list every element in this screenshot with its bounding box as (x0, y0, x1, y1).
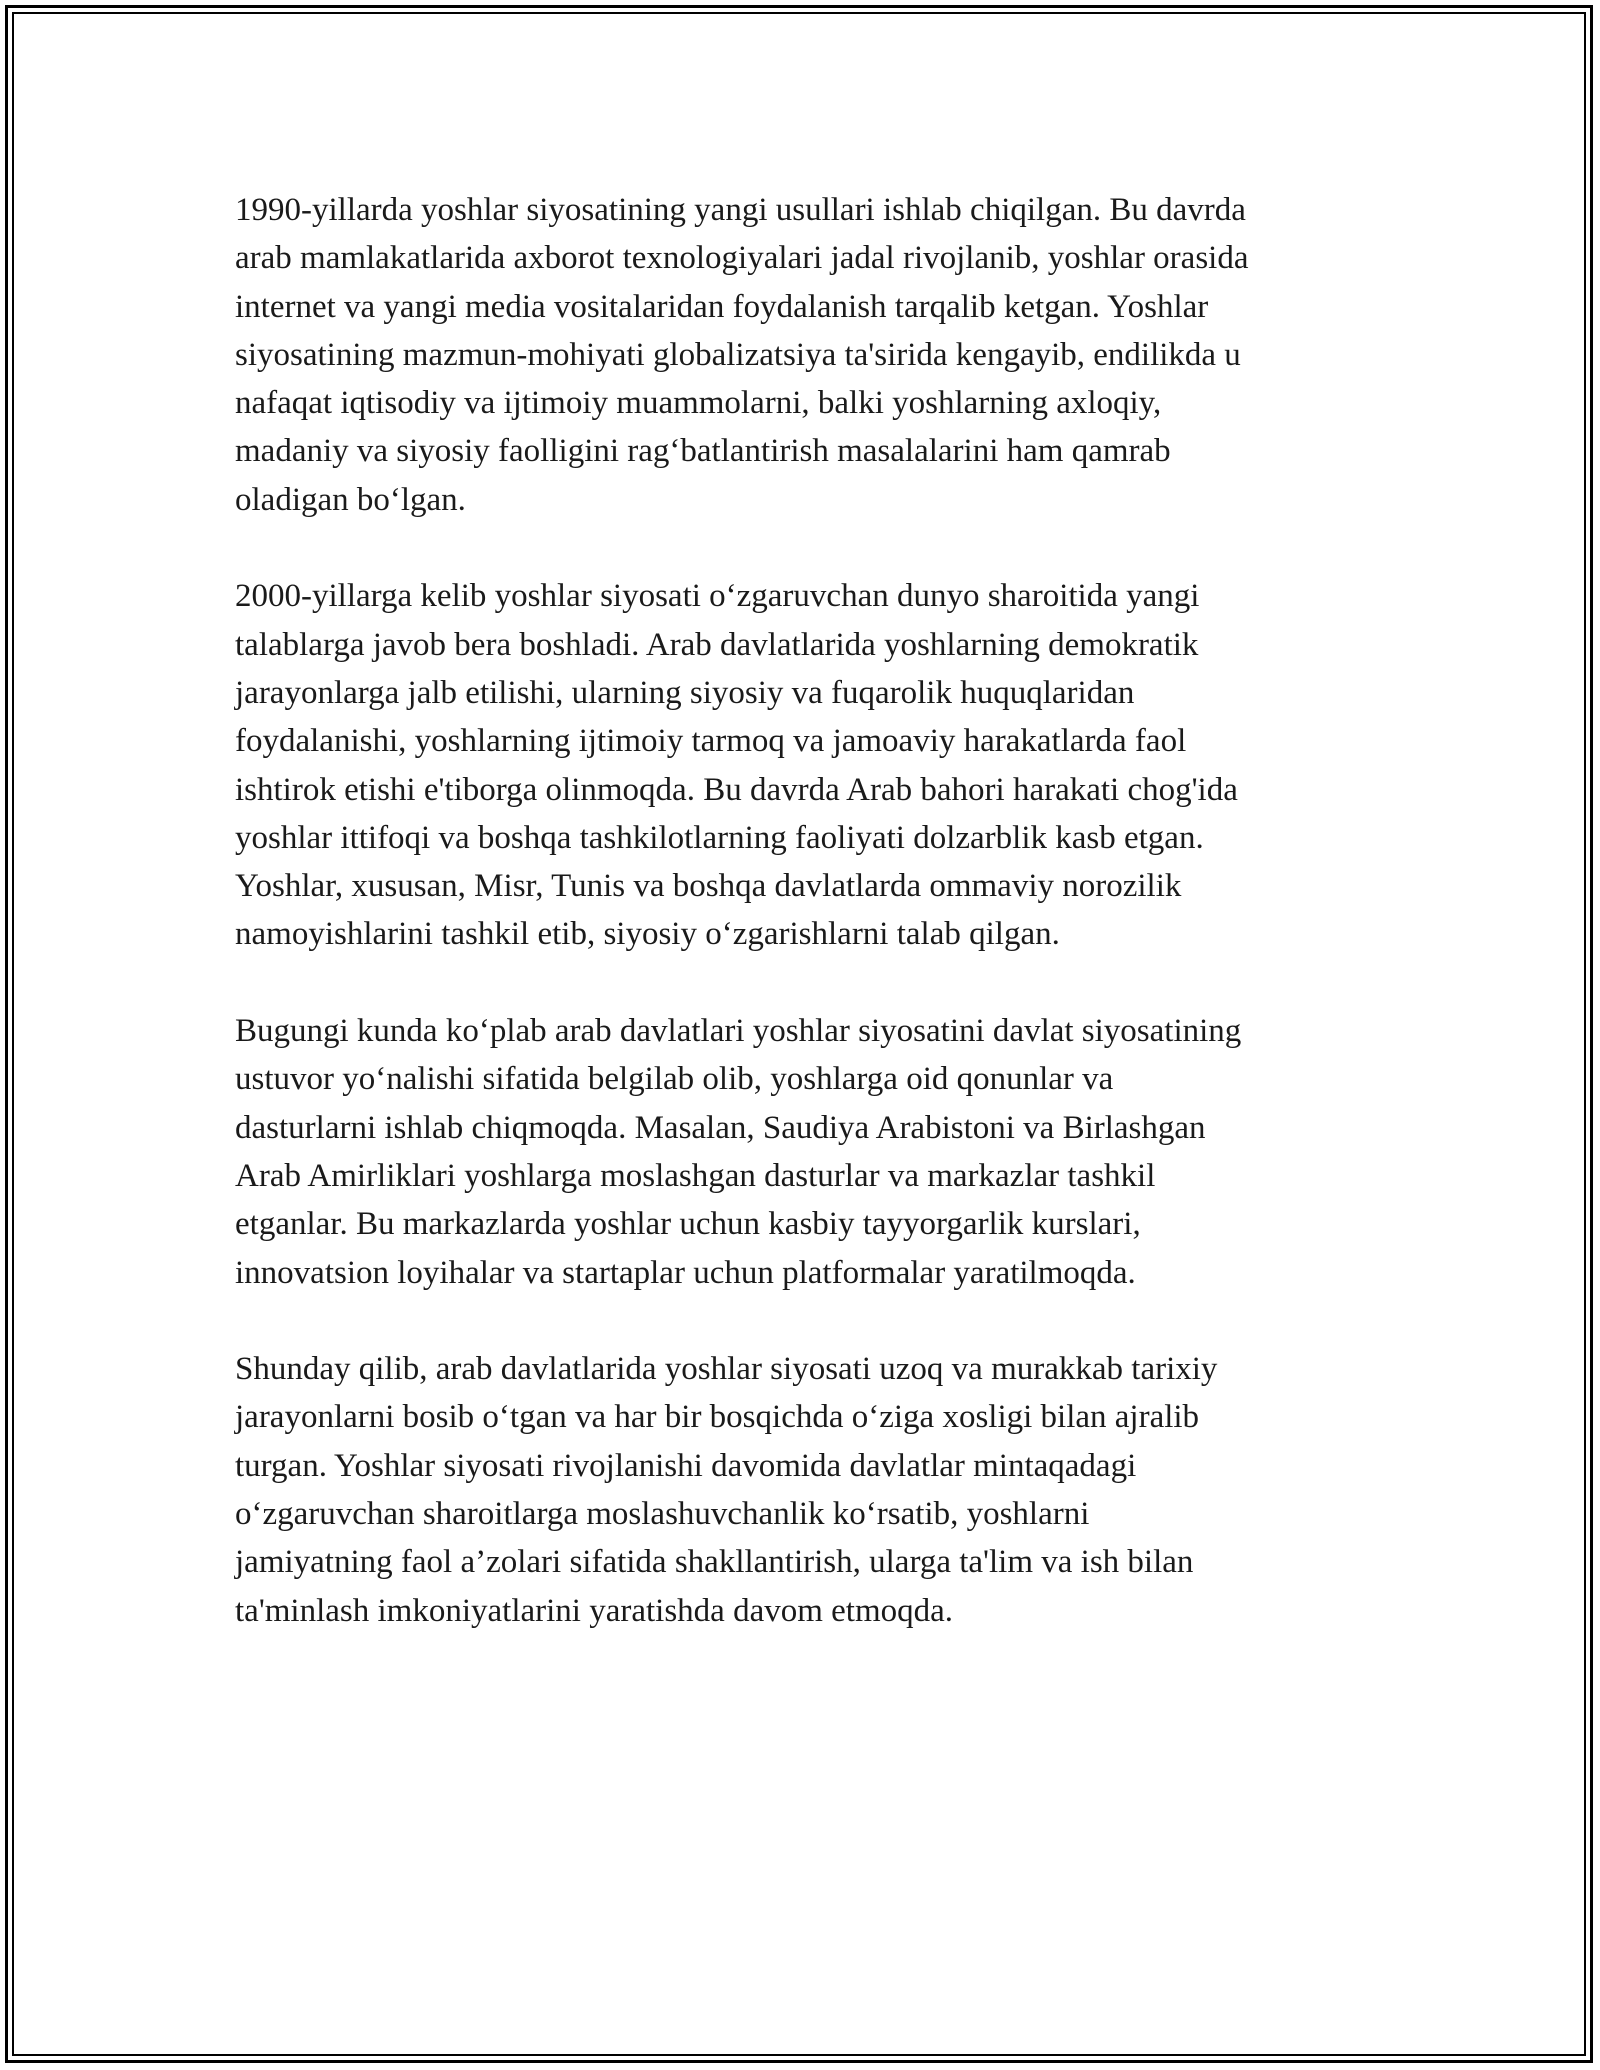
text-line: dasturlarni ishlab chiqmoqda. Masalan, Saudiya Arabistoni va Birlashgan (235, 1109, 1206, 1146)
text-line: o‘zgaruvchan sharoitlarga moslashuvchanlik ko‘rsatib, yoshlarni (235, 1496, 1090, 1533)
text-line: Shunday qilib, arab davlatlarida yoshlar siyosati uzoq va murakkab tarixiy (235, 1351, 1218, 1388)
text-line: nafaqat iqtisodiy va ijtimoiy muammolarni, balki yoshlarning axloqiy, (235, 385, 1162, 422)
text-line: internet va yangi media vositalaridan foydalanish tarqalib ketgan. Yoshlar (235, 288, 1209, 325)
text-line: ishtirok etishi e'tiborga olinmoqda. Bu davrda Arab bahori harakati chog'ida (235, 771, 1238, 808)
text-line: ta'minlash imkoniyatlarini yaratishda davom etmoqda. (235, 1592, 954, 1629)
text-line: turgan. Yoshlar siyosati rivojlanishi davomida davlatlar mintaqadagi (235, 1447, 1137, 1484)
text-line: namoyishlarini tashkil etib, siyosiy o‘zgarishlarni talab qilgan. (235, 916, 1060, 953)
text-line: ustuvor yo‘nalishi sifatida belgilab olib, yoshlarga oid qonunlar va (235, 1061, 1114, 1098)
text-line: Bugungi kunda ko‘plab arab davlatlari yoshlar siyosatini davlat siyosatining (235, 1013, 1242, 1050)
text-line: jamiyatning faol a’zolari sifatida shakllantirish, ularga ta'lim va ish bilan (235, 1544, 1194, 1581)
text-line: jarayonlarni bosib o‘tgan va har bir bosqichda o‘ziga xosligi bilan ajralib (235, 1399, 1200, 1436)
text-line: foydalanishi, yoshlarning ijtimoiy tarmoq va jamoaviy harakatlarda faol (235, 723, 1187, 760)
text-line: etganlar. Bu markazlarda yoshlar uchun kasbiy tayyorgarlik kurslari, (235, 1206, 1141, 1243)
paragraph-1990s (235, 186, 1375, 524)
paragraph-conclusion (235, 1345, 1375, 1635)
paragraph-2000s (235, 572, 1375, 958)
text-line: arab mamlakatlarida axborot texnologiyalari jadal rivojlanib, yoshlar orasida (235, 240, 1249, 277)
paragraph-today (235, 1007, 1375, 1297)
text-line: jarayonlarga jalb etilishi, ularning siyosiy va fuqarolik huquqlaridan (235, 674, 1135, 711)
text-line: siyosatining mazmun-mohiyati globalizatsiya ta'sirida kengayib, endilikda u (235, 336, 1241, 373)
text-line: 2000-yillarga kelib yoshlar siyosati o‘zgaruvchan dunyo sharoitida yangi (235, 578, 1200, 615)
text-line: talablarga javob bera boshladi. Arab davlatlarida yoshlarning demokratik (235, 626, 1199, 663)
text-line: yoshlar ittifoqi va boshqa tashkilotlarning faoliyati dolzarblik kasb etgan. (235, 819, 1204, 856)
document-body (235, 186, 1375, 1683)
text-line: oladigan bo‘lgan. (235, 481, 466, 518)
text-line: Arab Amirliklari yoshlarga moslashgan dasturlar va markazlar tashkil (235, 1157, 1156, 1194)
text-line: innovatsion loyihalar va startaplar uchun platformalar yaratilmoqda. (235, 1254, 1136, 1291)
text-line: madaniy va siyosiy faolligini rag‘batlantirish masalalarini ham qamrab (235, 433, 1171, 470)
text-line: 1990-yillarda yoshlar siyosatining yangi usullari ishlab chiqilgan. Bu davrda (235, 192, 1246, 228)
text-line: Yoshlar, xususan, Misr, Tunis va boshqa davlatlarda ommaviy norozilik (235, 868, 1182, 905)
